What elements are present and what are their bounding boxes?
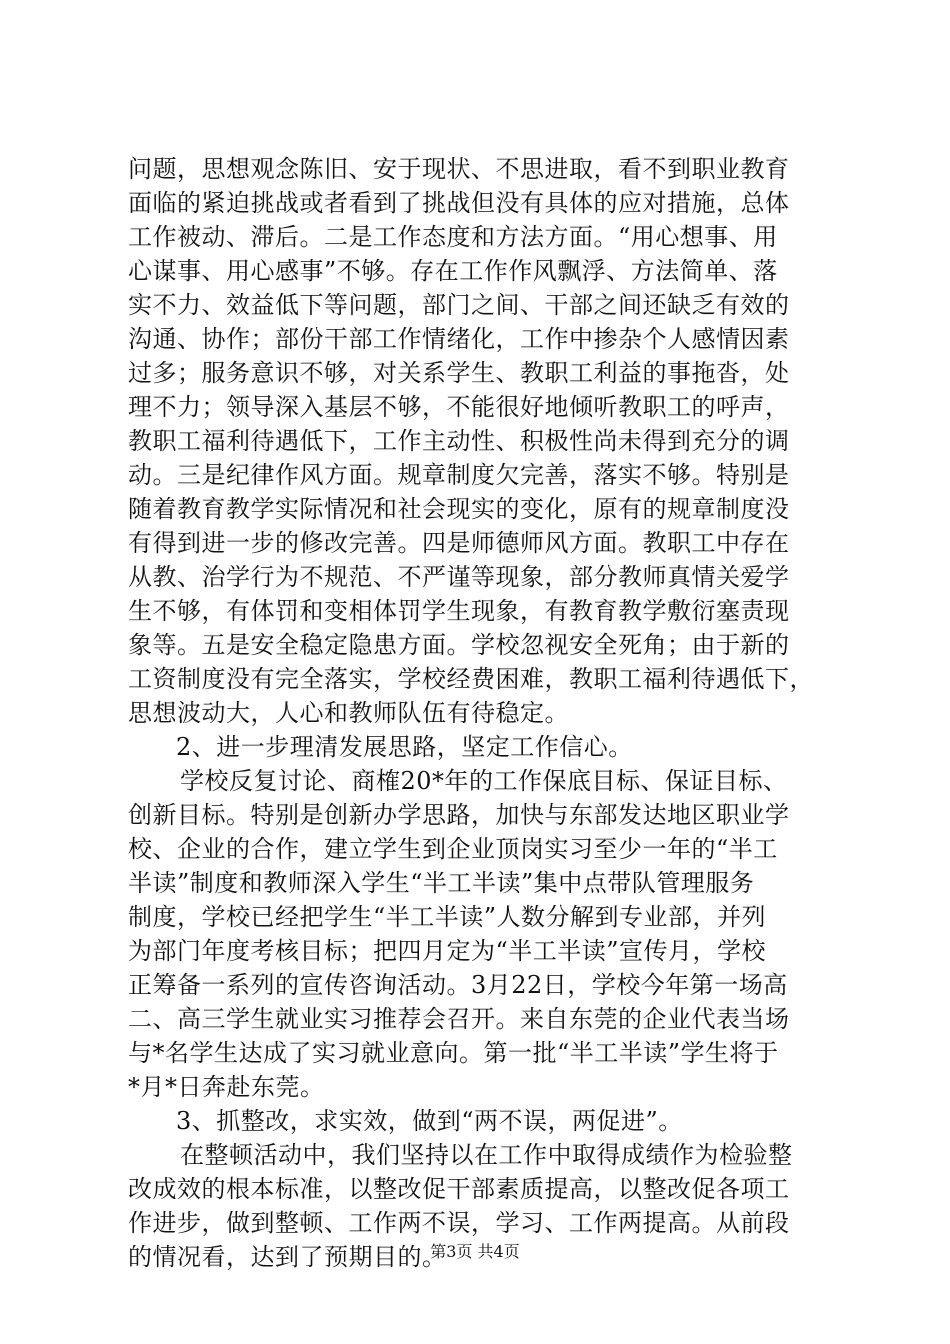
paragraph-line: 创新目标。特别是创新办学思路，加快与东部发达地区职业学 bbox=[128, 801, 790, 829]
page-footer bbox=[0, 1242, 950, 1262]
paragraph-line: 过多；服务意识不够，对关系学生、教职工利益的事拖沓，处 bbox=[128, 359, 790, 387]
page-number: 第3页 共4页 bbox=[430, 1242, 520, 1261]
paragraph-line: 实不力、效益低下等问题，部门之间、干部之间还缺乏有效的 bbox=[128, 291, 790, 319]
section-heading: 2、进一步理清发展思路，坚定工作信心。 bbox=[176, 733, 633, 761]
paragraph-line: 正筹备一系列的宣传咨询活动。3月22日，学校今年第一场高 bbox=[128, 971, 788, 999]
paragraph-line: 象等。五是安全稳定隐患方面。学校忽视安全死角；由于新的 bbox=[128, 631, 790, 659]
paragraph-line: 动。三是纪律作风方面。规章制度欠完善，落实不够。特别是 bbox=[128, 461, 790, 489]
document-body bbox=[128, 152, 828, 1274]
paragraph-line: 校、企业的合作，建立学生到企业顶岗实习至少一年的“半工 bbox=[128, 835, 778, 863]
paragraph-line: 有得到进一步的修改完善。四是师德师风方面。教职工中存在 bbox=[128, 529, 790, 557]
paragraph-line: 在整顿活动中，我们坚持以在工作中取得成绩作为检验整 bbox=[180, 1141, 793, 1169]
paragraph-line: 理不力；领导深入基层不够，不能很好地倾听教职工的呼声， bbox=[128, 393, 790, 421]
paragraph-line: 改成效的根本标准，以整改促干部素质提高，以整改促各项工 bbox=[128, 1175, 790, 1203]
paragraph-line: 面临的紧迫挑战或者看到了挑战但没有具体的应对措施，总体 bbox=[128, 189, 790, 217]
paragraph-line: 的情况看，达到了预期目的。 bbox=[128, 1243, 447, 1271]
paragraph-line: *月*日奔赴东莞。 bbox=[128, 1073, 325, 1101]
paragraph-line: 心谋事、用心感事”不够。存在工作作风飘浮、方法简单、落 bbox=[128, 257, 778, 285]
paragraph-line: 工作被动、滞后。二是工作态度和方法方面。“用心想事、用 bbox=[128, 223, 778, 251]
paragraph-line: 问题，思想观念陈旧、安于现状、不思进取，看不到职业教育 bbox=[128, 155, 790, 183]
paragraph-line: 沟通、协作；部份干部工作情绪化，工作中掺杂个人感情因素 bbox=[128, 325, 790, 353]
paragraph-line: 工资制度没有完全落实，学校经费困难，教职工福利待遇低下， bbox=[128, 665, 814, 693]
paragraph-line: 半读”制度和教师深入学生“半工半读”集中点带队管理服务 bbox=[128, 869, 755, 897]
paragraph-line: 从教、治学行为不规范、不严谨等现象，部分教师真情关爱学 bbox=[128, 563, 790, 591]
paragraph-line: 学校反复讨论、商榷20*年的工作保底目标、保证目标、 bbox=[180, 767, 788, 795]
paragraph-line: 随着教育教学实际情况和社会现实的变化，原有的规章制度没 bbox=[128, 495, 790, 523]
paragraph-line: 制度，学校已经把学生“半工半读”人数分解到专业部，并列 bbox=[128, 903, 767, 931]
paragraph-line: 教职工福利待遇低下，工作主动性、积极性尚未得到充分的调 bbox=[128, 427, 790, 455]
paragraph-line: 二、高三学生就业实习推荐会召开。来自东莞的企业代表当场 bbox=[128, 1005, 790, 1033]
paragraph-line: 为部门年度考核目标；把四月定为“半工半读”宣传月，学校 bbox=[128, 937, 767, 965]
paragraph-line: 生不够，有体罚和变相体罚学生现象，有教育教学敷衍塞责现 bbox=[128, 597, 790, 625]
paragraph-line: 思想波动大，人心和教师队伍有待稳定。 bbox=[128, 699, 569, 727]
paragraph-line: 作进步，做到整顿、工作两不误，学习、工作两提高。从前段 bbox=[128, 1209, 790, 1237]
section-heading: 3、抓整改，求实效，做到“两不误，两促进”。 bbox=[176, 1107, 683, 1135]
paragraph-line: 与*名学生达成了实习就业意向。第一批“半工半读”学生将于 bbox=[128, 1039, 779, 1067]
